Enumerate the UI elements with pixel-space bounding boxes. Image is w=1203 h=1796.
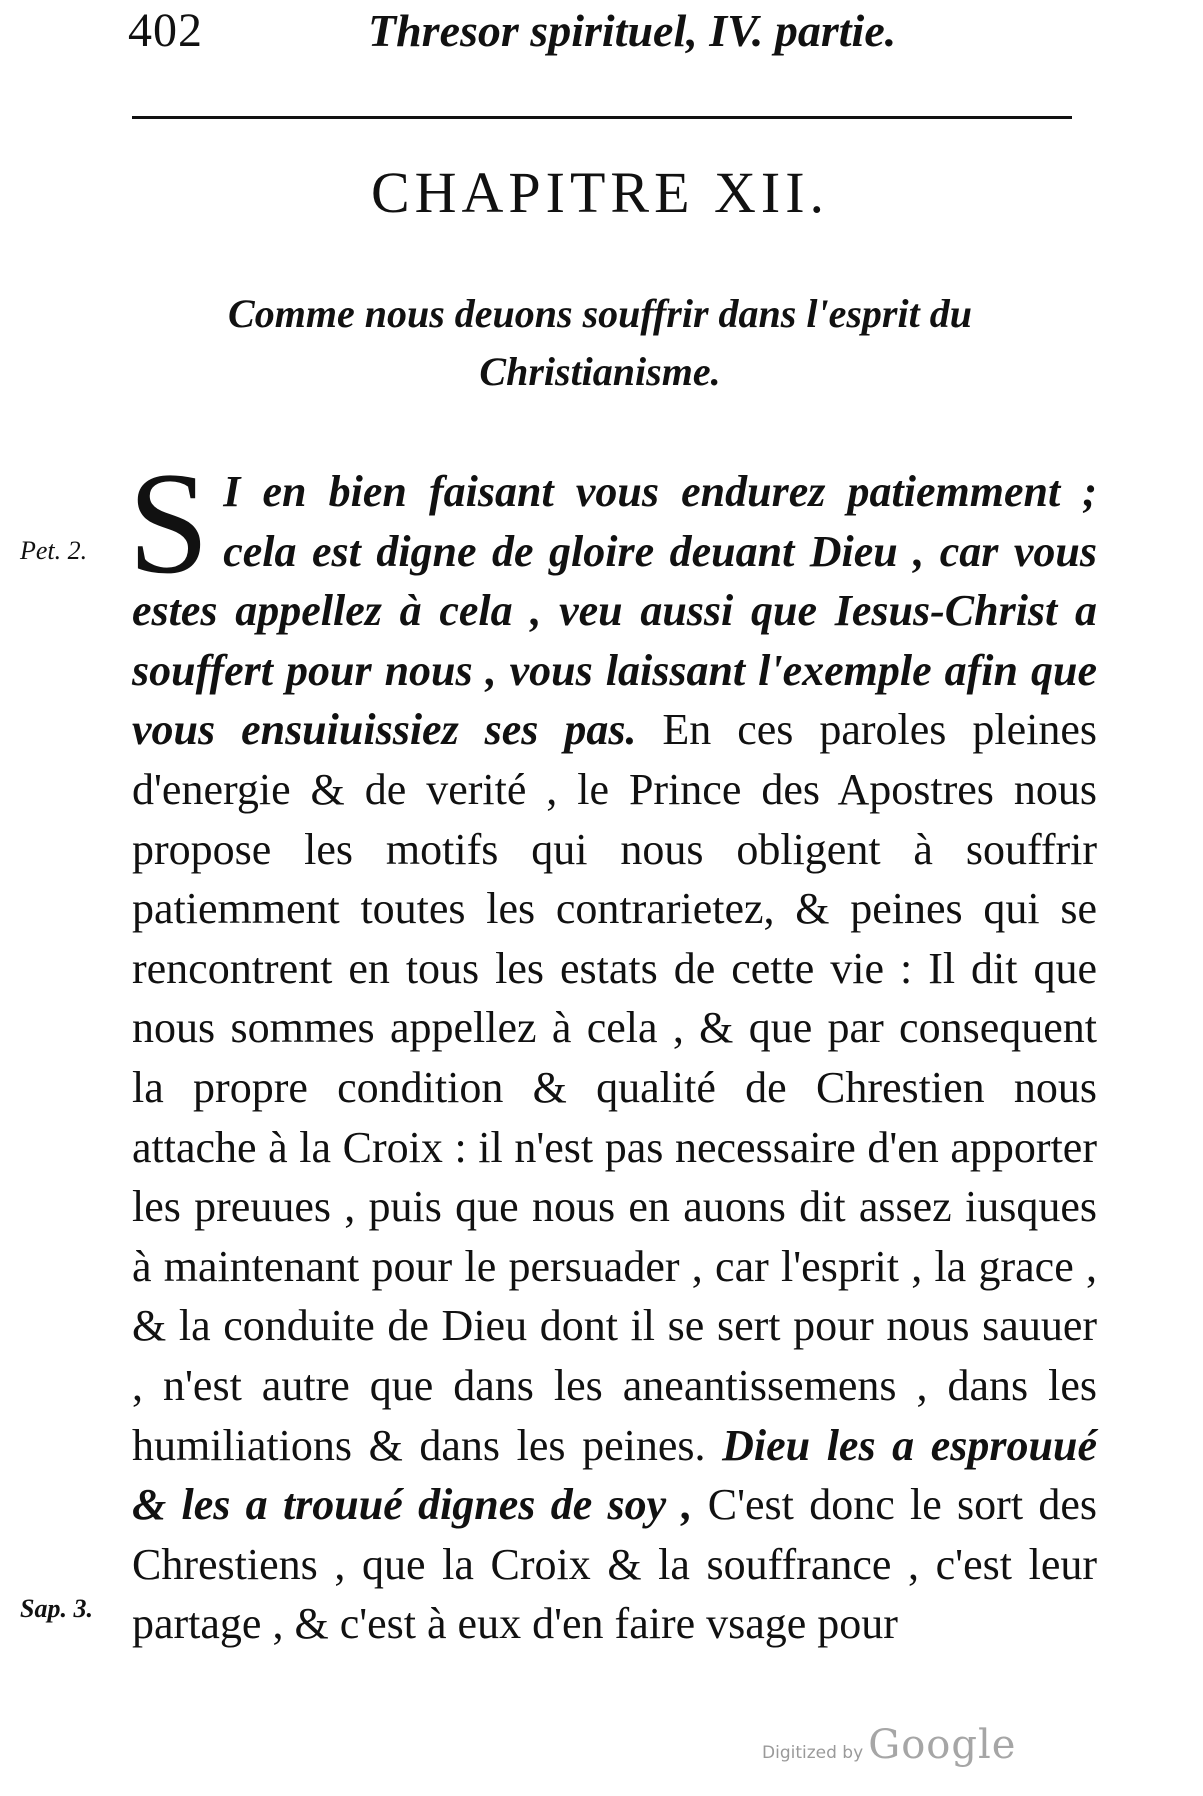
scripture-quote-2: Dieu les a esprouué & les a trouué dignes de soy , (132, 1420, 1097, 1530)
chapter-heading: CHAPITRE XII. (370, 160, 830, 225)
watermark-prefix: Digitized by (762, 1743, 864, 1763)
drop-cap: S (128, 442, 210, 604)
page-number: 402 (128, 4, 203, 57)
subtitle-line-1: Comme nous deuons souffrir dans l'esprit du (228, 291, 972, 336)
scripture-quote-1: I en bien faisant vous endurez patiemment ; cela est digne de gloire deuant Dieu , car vous estes appellez à cela , veu aussi que Iesus-Christ a souffert pour nous , vous laissant l'exemple afin que vous ensuiuissiez ses pas. (132, 467, 1097, 755)
chapter-subtitle (150, 285, 1050, 401)
subtitle-line-2: Christianisme. (479, 349, 721, 394)
header-rule (132, 116, 1072, 119)
margin-note-sap: Sap. 3. (20, 1594, 93, 1623)
margin-note-pet: Pet. 2. (20, 536, 88, 565)
google-watermark (762, 1722, 1016, 1768)
body-text (128, 442, 1097, 1654)
body-paragraph-1: En ces paroles pleines d'energie & de verité , le Prince des Apostres nous propose les motifs qui nous obligent à souffrir patiemment toutes les contrarietez, & peines qui se rencontrent en tous les estats de cette vie : Il dit que nous sommes appellez à cela , & que par consequent la propre condition & qualité de Chrestien nous attache à la Croix : il n'est pas necessaire d'en apporter les preuues , puis que nous en auons dit assez iusques à maintenant pour le persuader , car l'esprit , la grace , & la conduite de Dieu dont il se sert pour nous sauuer , n'est autre que dans les aneantissemens , dans les humiliations & dans les peines. (132, 705, 1097, 1470)
running-title: Thresor spirituel, IV. partie. (368, 5, 897, 56)
body-paragraph-2: C'est donc le sort des Chrestiens , que la Croix & la souffrance , c'est leur partage , & c'est à eux d'en faire vsage pour (132, 1480, 1097, 1649)
google-logo: Google (868, 1722, 1017, 1768)
running-head (128, 2, 1088, 60)
